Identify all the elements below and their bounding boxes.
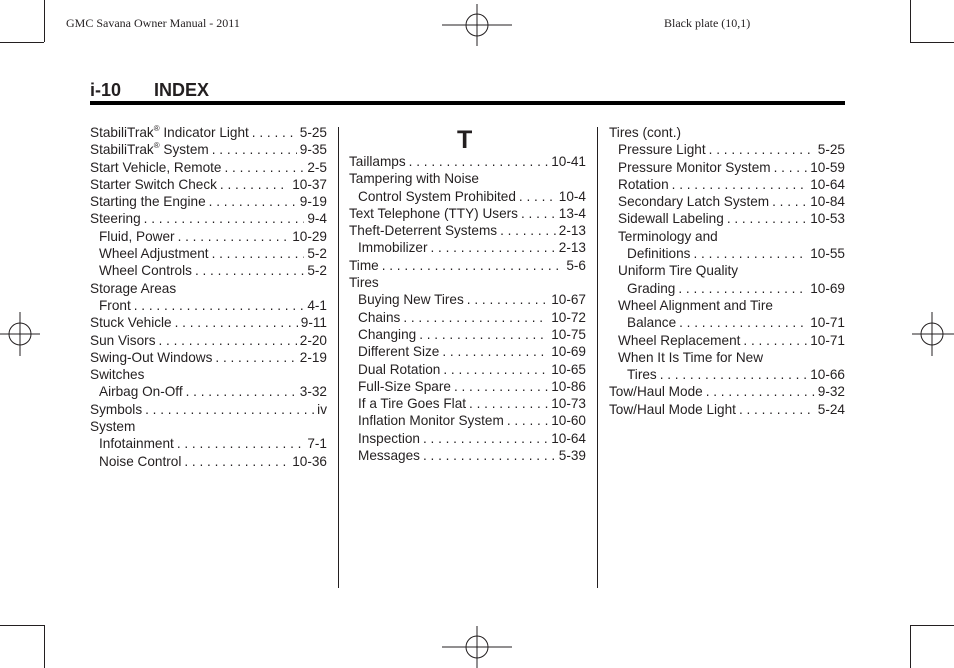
entry-term-text: Secondary Latch System xyxy=(618,194,770,210)
entry-term-text: When It Is Time for New xyxy=(618,349,764,365)
entry-term-text: Fluid, Power xyxy=(99,228,175,244)
entry-term xyxy=(358,291,464,308)
entry-term xyxy=(618,332,740,349)
entry-page-ref: 9-32 xyxy=(817,384,845,400)
index-entry xyxy=(349,205,586,222)
entry-term xyxy=(90,332,156,349)
dot-leader xyxy=(672,176,808,193)
index-entry xyxy=(90,332,327,349)
entry-term-text: Changing xyxy=(358,326,417,342)
entry-term xyxy=(358,343,439,360)
entry-page-ref: 9-11 xyxy=(300,315,327,331)
registration-mark-icon xyxy=(0,312,40,356)
entry-term xyxy=(90,314,172,331)
entry-page-ref: 10-67 xyxy=(551,292,586,308)
crop-mark xyxy=(44,625,45,668)
index-entry xyxy=(609,383,845,400)
dot-leader xyxy=(507,412,548,429)
entry-term xyxy=(358,361,440,378)
entry-page-ref: 5-2 xyxy=(307,246,327,262)
registered-mark: ® xyxy=(153,124,160,133)
index-entry xyxy=(90,297,327,314)
dot-leader xyxy=(521,205,556,222)
index-entry xyxy=(90,228,327,245)
dot-leader xyxy=(159,332,297,349)
entry-term-text: Tires (cont.) xyxy=(609,125,682,140)
entry-term xyxy=(618,193,769,210)
entry-term-text: Pressure Light xyxy=(618,142,706,158)
index-entry xyxy=(609,314,845,331)
entry-term-text: Definitions xyxy=(627,246,691,262)
dot-leader xyxy=(134,297,305,314)
index-entry xyxy=(349,222,586,239)
header-rule xyxy=(90,101,845,105)
index-entry xyxy=(349,326,586,343)
index-entry xyxy=(349,257,586,274)
column-divider xyxy=(597,127,598,588)
index-entry xyxy=(90,366,327,383)
index-column-1 xyxy=(90,124,327,470)
index-column-2 xyxy=(349,125,586,464)
entry-page-ref: 2-13 xyxy=(558,240,586,256)
dot-leader xyxy=(252,124,297,141)
dot-leader xyxy=(175,314,298,331)
dot-leader xyxy=(212,245,305,262)
entry-term-text: Noise Control xyxy=(99,453,182,469)
entry-term xyxy=(99,453,181,470)
index-entry xyxy=(349,188,586,205)
entry-page-ref: 3-32 xyxy=(299,384,327,400)
dot-leader xyxy=(454,378,548,395)
entry-term-text: Wheel Alignment and Tire xyxy=(618,297,773,313)
entry-term xyxy=(349,153,406,170)
entry-term-text: System xyxy=(90,419,136,435)
entry-term xyxy=(618,298,773,313)
index-entry xyxy=(609,401,845,418)
entry-term xyxy=(618,350,763,365)
index-entry xyxy=(90,401,327,418)
entry-term xyxy=(99,383,183,400)
index-entry xyxy=(609,228,845,245)
entry-term-text: Chains xyxy=(358,309,401,325)
dot-leader xyxy=(224,159,304,176)
dot-leader xyxy=(186,383,297,400)
index-entry xyxy=(349,447,586,464)
registration-mark-icon xyxy=(442,4,512,46)
entry-term-suffix: System xyxy=(159,142,209,158)
entry-term-text: Taillamps xyxy=(349,154,406,169)
index-entry xyxy=(90,176,327,193)
index-entry xyxy=(349,378,586,395)
dot-leader xyxy=(739,401,815,418)
entry-term-text: Dual Rotation xyxy=(358,361,441,377)
index-entry xyxy=(349,170,586,187)
dot-leader xyxy=(678,280,807,297)
index-entry xyxy=(609,349,845,366)
entry-term-text: Switches xyxy=(90,367,145,383)
dot-leader xyxy=(220,176,289,193)
entry-page-ref: 10-86 xyxy=(551,378,586,394)
entry-term xyxy=(349,222,497,239)
index-entry xyxy=(90,124,327,141)
entry-term xyxy=(618,141,706,158)
entry-term-text: Terminology and xyxy=(618,228,718,244)
entry-term xyxy=(609,401,736,418)
slug-left: GMC Savana Owner Manual - 2011 xyxy=(66,16,240,30)
entry-page-ref: 10-59 xyxy=(810,159,845,175)
entry-term xyxy=(358,447,420,464)
dot-leader xyxy=(469,395,548,412)
entry-term xyxy=(627,366,657,383)
crop-mark xyxy=(910,0,911,42)
entry-term-text: Tires xyxy=(627,367,657,383)
entry-term-text: Swing-Out Windows xyxy=(90,349,213,365)
entry-term xyxy=(358,309,400,326)
entry-term-text: Tow/Haul Mode xyxy=(609,384,703,400)
entry-term-text: Rotation xyxy=(618,176,669,192)
entry-page-ref: 10-72 xyxy=(551,309,586,325)
entry-page-ref: 2-13 xyxy=(558,223,586,239)
entry-term xyxy=(90,124,249,141)
registration-mark-icon xyxy=(912,312,954,356)
entry-term-text: Messages xyxy=(358,448,420,464)
entry-term-text: Tampering with Noise xyxy=(349,171,479,187)
entry-term-text: Airbag On-Off xyxy=(99,384,183,400)
dot-leader xyxy=(423,430,548,447)
dot-leader xyxy=(184,453,289,470)
entry-term-text: Text Telephone (TTY) Users xyxy=(349,205,518,221)
entry-term-text: Starting the Engine xyxy=(90,194,206,210)
dot-leader xyxy=(209,193,297,210)
entry-term xyxy=(358,378,451,395)
index-entry xyxy=(349,291,586,308)
entry-term-text: Wheel Replacement xyxy=(618,332,741,348)
entry-page-ref: 10-4 xyxy=(558,188,586,204)
entry-page-ref: 10-64 xyxy=(551,430,586,446)
index-entry xyxy=(609,297,845,314)
entry-term-text: Front xyxy=(99,297,131,313)
dot-leader xyxy=(442,343,548,360)
entry-term xyxy=(90,419,135,434)
index-entry xyxy=(609,193,845,210)
entry-page-ref: 10-60 xyxy=(551,413,586,429)
entry-term xyxy=(618,210,724,227)
entry-page-ref: 9-35 xyxy=(299,142,327,158)
index-entry xyxy=(349,430,586,447)
dot-leader xyxy=(519,188,556,205)
entry-page-ref: 2-5 xyxy=(307,159,327,175)
index-letter: T xyxy=(457,126,473,154)
entry-term xyxy=(349,205,518,222)
entry-term xyxy=(90,141,209,158)
entry-term xyxy=(99,228,175,245)
dot-leader xyxy=(423,447,556,464)
entry-term-text: Steering xyxy=(90,211,141,227)
entry-page-ref: 10-71 xyxy=(810,332,845,348)
entry-page-ref: 10-55 xyxy=(810,246,845,262)
entry-page-ref: iv xyxy=(317,401,327,417)
dot-leader xyxy=(727,210,807,227)
registered-mark: ® xyxy=(153,141,160,151)
entry-term-text: StabiliTrak xyxy=(90,125,154,140)
entry-term xyxy=(618,176,669,193)
index-entry xyxy=(609,280,845,297)
entry-term xyxy=(99,297,131,314)
entry-term xyxy=(358,395,466,412)
entry-term xyxy=(90,349,212,366)
index-entry xyxy=(90,280,327,297)
index-entry xyxy=(609,159,845,176)
entry-term xyxy=(99,262,192,279)
dot-leader xyxy=(145,401,314,418)
entry-term-text: StabiliTrak xyxy=(90,142,154,158)
entry-term xyxy=(349,171,479,186)
entry-term xyxy=(99,245,209,262)
dot-leader xyxy=(144,210,305,227)
entry-term xyxy=(90,159,221,176)
entry-term xyxy=(627,245,690,262)
entry-page-ref: 10-73 xyxy=(551,396,586,412)
entry-term-text: Control System Prohibited xyxy=(358,188,516,204)
dot-leader xyxy=(409,153,549,170)
entry-term xyxy=(90,210,141,227)
entry-page-ref: 4-1 xyxy=(307,297,327,313)
index-entry xyxy=(349,361,586,378)
index-entry xyxy=(609,332,845,349)
dot-leader xyxy=(660,366,808,383)
crop-mark xyxy=(910,625,911,668)
entry-term xyxy=(609,383,703,400)
entry-page-ref: 9-19 xyxy=(299,194,327,210)
dot-leader xyxy=(706,383,815,400)
entry-page-ref: 10-64 xyxy=(810,176,845,192)
index-entry xyxy=(90,383,327,400)
index-entry xyxy=(90,262,327,279)
dot-leader xyxy=(178,228,290,245)
dot-leader xyxy=(679,314,807,331)
index-entry xyxy=(609,141,845,158)
entry-page-ref: 10-29 xyxy=(292,228,327,244)
index-entry xyxy=(349,395,586,412)
entry-term-text: If a Tire Goes Flat xyxy=(358,396,467,412)
dot-leader xyxy=(772,193,807,210)
entry-page-ref: 10-71 xyxy=(810,315,845,331)
column-divider xyxy=(338,127,339,588)
index-entry xyxy=(349,343,586,360)
index-entry xyxy=(349,412,586,429)
entry-page-ref: 5-2 xyxy=(307,263,327,279)
dot-leader xyxy=(743,332,807,349)
index-entry xyxy=(349,274,586,291)
entry-term-text: Full-Size Spare xyxy=(358,378,451,394)
index-entry xyxy=(349,153,586,170)
entry-page-ref: 10-36 xyxy=(292,453,327,469)
entry-page-ref: 10-65 xyxy=(551,361,586,377)
entry-term-text: Symbols xyxy=(90,401,143,417)
index-entry xyxy=(609,366,845,383)
entry-term xyxy=(618,263,738,278)
crop-mark xyxy=(44,0,45,42)
entry-term xyxy=(627,280,675,297)
dot-leader xyxy=(215,349,296,366)
entry-term-text: Time xyxy=(349,257,379,273)
dot-leader xyxy=(403,309,548,326)
entry-term xyxy=(358,239,428,256)
entry-term xyxy=(99,435,174,452)
entry-term-text: Storage Areas xyxy=(90,280,177,296)
entry-page-ref: 5-25 xyxy=(299,125,327,140)
dot-leader xyxy=(693,245,807,262)
entry-page-ref: 5-6 xyxy=(566,257,586,273)
index-entry xyxy=(90,193,327,210)
entry-term xyxy=(90,176,217,193)
entry-term xyxy=(358,430,420,447)
entry-page-ref: 10-69 xyxy=(551,344,586,360)
entry-term-text: Sun Visors xyxy=(90,332,156,348)
entry-term-text: Immobilizer xyxy=(358,240,428,256)
dot-leader xyxy=(774,159,808,176)
entry-page-ref: 10-41 xyxy=(551,154,586,169)
entry-page-ref: 10-37 xyxy=(292,176,327,192)
dot-leader xyxy=(500,222,556,239)
entry-term-text: Start Vehicle, Remote xyxy=(90,159,222,175)
dot-leader xyxy=(419,326,548,343)
entry-page-ref: 2-20 xyxy=(299,332,327,348)
entry-term xyxy=(90,193,206,210)
index-entry xyxy=(90,349,327,366)
entry-term-text: Stuck Vehicle xyxy=(90,315,172,331)
entry-term xyxy=(349,257,379,274)
entry-term-text: Sidewall Labeling xyxy=(618,211,724,227)
dot-leader xyxy=(431,239,556,256)
entry-term xyxy=(358,326,416,343)
entry-page-ref: 10-53 xyxy=(810,211,845,227)
registration-mark-icon xyxy=(442,626,512,668)
entry-page-ref: 2-19 xyxy=(299,349,327,365)
index-entry xyxy=(90,435,327,452)
entry-term-text: Wheel Adjustment xyxy=(99,246,209,262)
entry-term-text: Wheel Controls xyxy=(99,263,192,279)
index-entry xyxy=(349,309,586,326)
index-entry xyxy=(90,418,327,435)
index-entry xyxy=(609,176,845,193)
entry-page-ref: 5-25 xyxy=(817,142,845,158)
entry-page-ref: 10-75 xyxy=(551,326,586,342)
entry-term-text: Grading xyxy=(627,280,676,296)
index-entry xyxy=(90,245,327,262)
index-entry xyxy=(90,453,327,470)
slug-right: Black plate (10,1) xyxy=(664,16,751,30)
entry-term-text: Different Size xyxy=(358,344,440,360)
entry-term-text: Inflation Monitor System xyxy=(358,413,504,429)
index-entry xyxy=(609,262,845,279)
index-entry xyxy=(90,141,327,158)
entry-term xyxy=(627,314,676,331)
section-title: INDEX xyxy=(154,80,210,100)
index-entry xyxy=(349,239,586,256)
entry-term xyxy=(358,412,504,429)
entry-term xyxy=(609,125,681,140)
index-column-3 xyxy=(609,124,845,418)
entry-term xyxy=(349,275,379,290)
dot-leader xyxy=(212,141,297,158)
entry-term xyxy=(90,367,144,382)
dot-leader xyxy=(382,257,564,274)
entry-page-ref: 10-84 xyxy=(810,194,845,210)
crop-mark xyxy=(910,42,954,43)
index-entry xyxy=(609,210,845,227)
entry-term-text: Uniform Tire Quality xyxy=(618,263,739,279)
entry-term xyxy=(90,401,142,418)
dot-leader xyxy=(443,361,548,378)
entry-page-ref: 10-66 xyxy=(810,367,845,383)
crop-mark xyxy=(0,625,44,626)
index-entry xyxy=(609,245,845,262)
entry-page-ref: 10-69 xyxy=(810,280,845,296)
entry-term-text: Tires xyxy=(349,275,379,291)
page-number: i-10 xyxy=(90,80,122,100)
entry-term xyxy=(618,229,718,244)
index-entry xyxy=(609,124,845,141)
entry-term xyxy=(618,159,771,176)
dot-leader xyxy=(195,262,304,279)
entry-term-text: Theft-Deterrent Systems xyxy=(349,223,498,239)
entry-term-text: Buying New Tires xyxy=(358,292,464,308)
entry-page-ref: 13-4 xyxy=(558,205,586,221)
entry-term-text: Pressure Monitor System xyxy=(618,159,771,175)
entry-term-text: Tow/Haul Mode Light xyxy=(609,401,736,417)
entry-page-ref: 7-1 xyxy=(307,436,327,452)
entry-term-text: Inspection xyxy=(358,430,420,446)
crop-mark xyxy=(910,625,954,626)
entry-term xyxy=(358,188,516,205)
entry-term-text: Infotainment xyxy=(99,436,174,452)
crop-mark xyxy=(0,42,44,43)
dot-leader xyxy=(709,141,815,158)
entry-term-text: Starter Switch Check xyxy=(90,176,217,192)
entry-term xyxy=(90,281,176,296)
running-head xyxy=(90,80,209,101)
index-entry xyxy=(90,210,327,227)
dot-leader xyxy=(467,291,548,308)
entry-page-ref: 5-39 xyxy=(558,448,586,464)
entry-page-ref: 9-4 xyxy=(307,211,327,227)
index-entry xyxy=(90,159,327,176)
dot-leader xyxy=(177,435,305,452)
entry-term-suffix: Indicator Light xyxy=(159,125,249,140)
entry-page-ref: 5-24 xyxy=(817,401,845,417)
index-entry xyxy=(90,314,327,331)
entry-term-text: Balance xyxy=(627,315,677,331)
